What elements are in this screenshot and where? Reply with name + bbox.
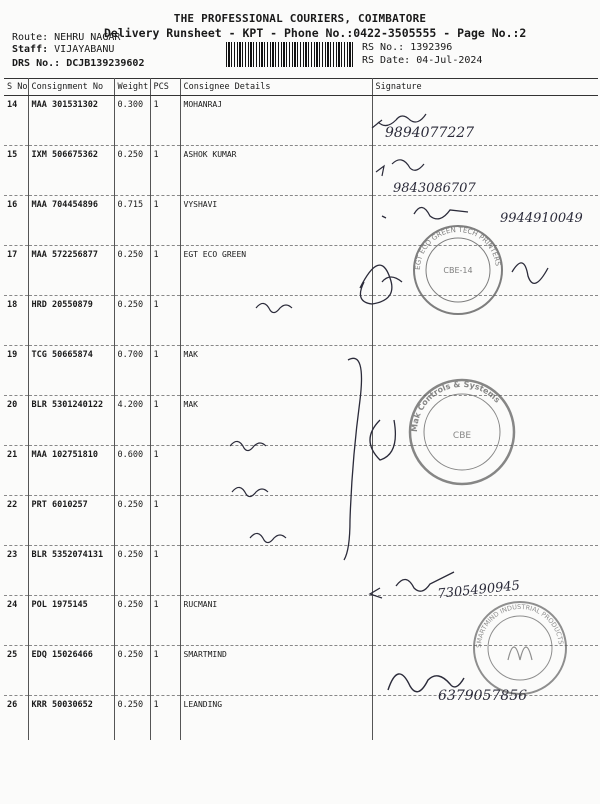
row-weight: 0.700: [114, 346, 150, 396]
table-row: [4, 396, 598, 446]
row-consignee: [180, 546, 372, 596]
table-row: [4, 646, 598, 696]
row-weight: 0.250: [114, 496, 150, 546]
row-pcs: 1: [150, 346, 180, 396]
col-weight: Weight: [114, 79, 150, 96]
row-signature: [372, 296, 598, 346]
runsheet-table: [4, 78, 598, 740]
route-line: [12, 32, 120, 43]
row-signature: [372, 546, 598, 596]
stamp-eco-green-center: CBE-14: [443, 266, 473, 275]
stamp-eco-green-ring-text: EGT ECO GREEN TECH PRINTERS: [413, 225, 502, 271]
table-row: [4, 96, 598, 146]
row-signature: [372, 496, 598, 546]
runsheet-subtitle: Delivery Runsheet - KPT - Phone No.:0422-3505555 - Page No.:2: [104, 26, 527, 40]
barcode: [226, 42, 354, 67]
table-row: [4, 146, 598, 196]
staff-value: VIJAYABANU: [54, 44, 115, 55]
row-weight: 0.600: [114, 446, 150, 496]
row-signature: [372, 396, 598, 446]
stamp-smartmind-ring-text: SMARTMIND INDUSTRIAL PRODUCTS: [474, 602, 565, 649]
row-consignment-no: BLR 5301240122: [28, 396, 114, 446]
row-consignment-no: MAA 102751810: [28, 446, 114, 496]
staff-line: [12, 44, 114, 55]
table-row: [4, 446, 598, 496]
row-consignee: MAK: [180, 346, 372, 396]
row-signature: [372, 596, 598, 649]
row-signature: [372, 446, 598, 496]
row-sno: 18: [4, 296, 28, 346]
row-consignment-no: MAA 301531302: [28, 96, 114, 146]
row-sno: 15: [4, 146, 28, 196]
phone-15: 9843086707: [393, 181, 476, 196]
col-sno: S No: [4, 79, 28, 96]
rs-date-label: RS Date:: [362, 55, 411, 66]
row-signature: [372, 646, 598, 696]
row-sno: 14: [4, 96, 28, 146]
row-pcs: 1: [150, 596, 180, 646]
table-row: [4, 346, 598, 396]
row-signature: [372, 196, 598, 246]
row-weight: 0.715: [114, 196, 150, 246]
company-title: THE PROFESSIONAL COURIERS, COIMBATORE: [173, 12, 427, 25]
row-pcs: 1: [150, 246, 180, 296]
drs-value: DCJB139239602: [66, 58, 145, 69]
row-consignment-no: EDQ 15026466: [28, 646, 114, 696]
route-label: Route:: [12, 32, 49, 43]
row-sno: 25: [4, 646, 28, 696]
row-pcs: 1: [150, 96, 180, 146]
row-weight: 0.250: [114, 596, 150, 646]
row-consignment-no: HRD 20550879: [28, 296, 114, 346]
rs-no-label: RS No.:: [362, 42, 405, 53]
row-consignee: MOHANRAJ: [180, 96, 372, 146]
row-weight: 0.250: [114, 696, 150, 741]
row-sno: 20: [4, 396, 28, 446]
table-row: [4, 196, 598, 246]
drs-label: DRS No.:: [12, 58, 61, 69]
row-consignee: EGT ECO GREEN: [180, 246, 372, 296]
rs-date-value: 04-Jul-2024: [416, 55, 483, 66]
rs-date-line: [362, 55, 482, 66]
table-row: [4, 546, 598, 596]
table-header-row: [4, 79, 598, 96]
row-weight: 4.200: [114, 396, 150, 446]
row-consignment-no: PRT 6010257: [28, 496, 114, 546]
rs-no-value: 1392396: [410, 42, 453, 53]
row-pcs: 1: [150, 646, 180, 696]
row-weight: 0.250: [114, 146, 150, 196]
row-pcs: 1: [150, 696, 180, 741]
phone-16: 9944910049: [500, 211, 583, 226]
row-pcs: 1: [150, 396, 180, 446]
row-consignee: LEANDING: [180, 696, 372, 741]
col-consignment: Consignment No: [28, 79, 114, 96]
route-value: NEHRU NAGAR: [54, 32, 121, 43]
row-pcs: 1: [150, 146, 180, 196]
row-consignee: [180, 296, 372, 346]
row-sno: 19: [4, 346, 28, 396]
phone-26: 6379057856: [438, 688, 528, 704]
row-consignment-no: IXM 506675362: [28, 146, 114, 196]
col-pcs: PCS: [150, 79, 180, 96]
row-consignment-no: MAA 572256877: [28, 246, 114, 296]
row-consignment-no: BLR 5352074131: [28, 546, 114, 596]
row-weight: 0.250: [114, 646, 150, 696]
rs-no-line: [362, 42, 452, 53]
row-pcs: 1: [150, 446, 180, 496]
table-row: [4, 596, 598, 646]
row-consignment-no: TCG 50665874: [28, 346, 114, 396]
staff-label: Staff:: [12, 44, 49, 55]
col-consignee: Consignee Details: [180, 79, 372, 96]
row-signature: [372, 696, 598, 741]
row-sno: 17: [4, 246, 28, 296]
row-signature: [372, 96, 598, 146]
row-sno: 26: [4, 696, 28, 741]
row-sno: 22: [4, 496, 28, 546]
row-sno: 23: [4, 546, 28, 596]
row-pcs: 1: [150, 546, 180, 596]
row-consignment-no: MAA 704454896: [28, 196, 114, 246]
stamp-mak-center: CBE: [452, 431, 472, 441]
phone-24: 7305490945: [436, 578, 521, 602]
col-signature: Signature: [372, 79, 598, 96]
row-sno: 24: [4, 596, 28, 646]
row-weight: 0.250: [114, 246, 150, 296]
row-weight: 0.250: [114, 296, 150, 346]
row-pcs: 1: [150, 196, 180, 246]
row-signature: [372, 346, 598, 396]
table-row: [4, 496, 598, 546]
table-row: [4, 246, 598, 296]
row-pcs: 1: [150, 496, 180, 546]
row-consignee: SMARTMIND: [180, 646, 372, 696]
phone-14: 9894077227: [385, 125, 475, 141]
row-consignee: MAK: [180, 396, 372, 446]
stamp-mak-ring-text: Mak Controls & Systems: [409, 379, 502, 433]
row-consignment-no: KRR 50030652: [28, 696, 114, 741]
row-weight: 0.250: [114, 546, 150, 596]
row-consignee: VYSHAVI: [180, 196, 372, 246]
row-consignee: RUCMANI: [180, 596, 372, 646]
table-row: [4, 296, 598, 346]
row-signature: [372, 146, 598, 196]
row-signature: [372, 246, 598, 296]
row-consignee: ASHOK KUMAR: [180, 146, 372, 196]
row-sno: 16: [4, 196, 28, 246]
drs-line: [12, 58, 144, 69]
table-row: [4, 696, 598, 741]
row-consignee: [180, 496, 372, 546]
row-consignment-no: POL 1975145: [28, 596, 114, 646]
row-weight: 0.300: [114, 96, 150, 146]
row-pcs: 1: [150, 296, 180, 346]
row-consignee: [180, 446, 372, 496]
row-sno: 21: [4, 446, 28, 496]
